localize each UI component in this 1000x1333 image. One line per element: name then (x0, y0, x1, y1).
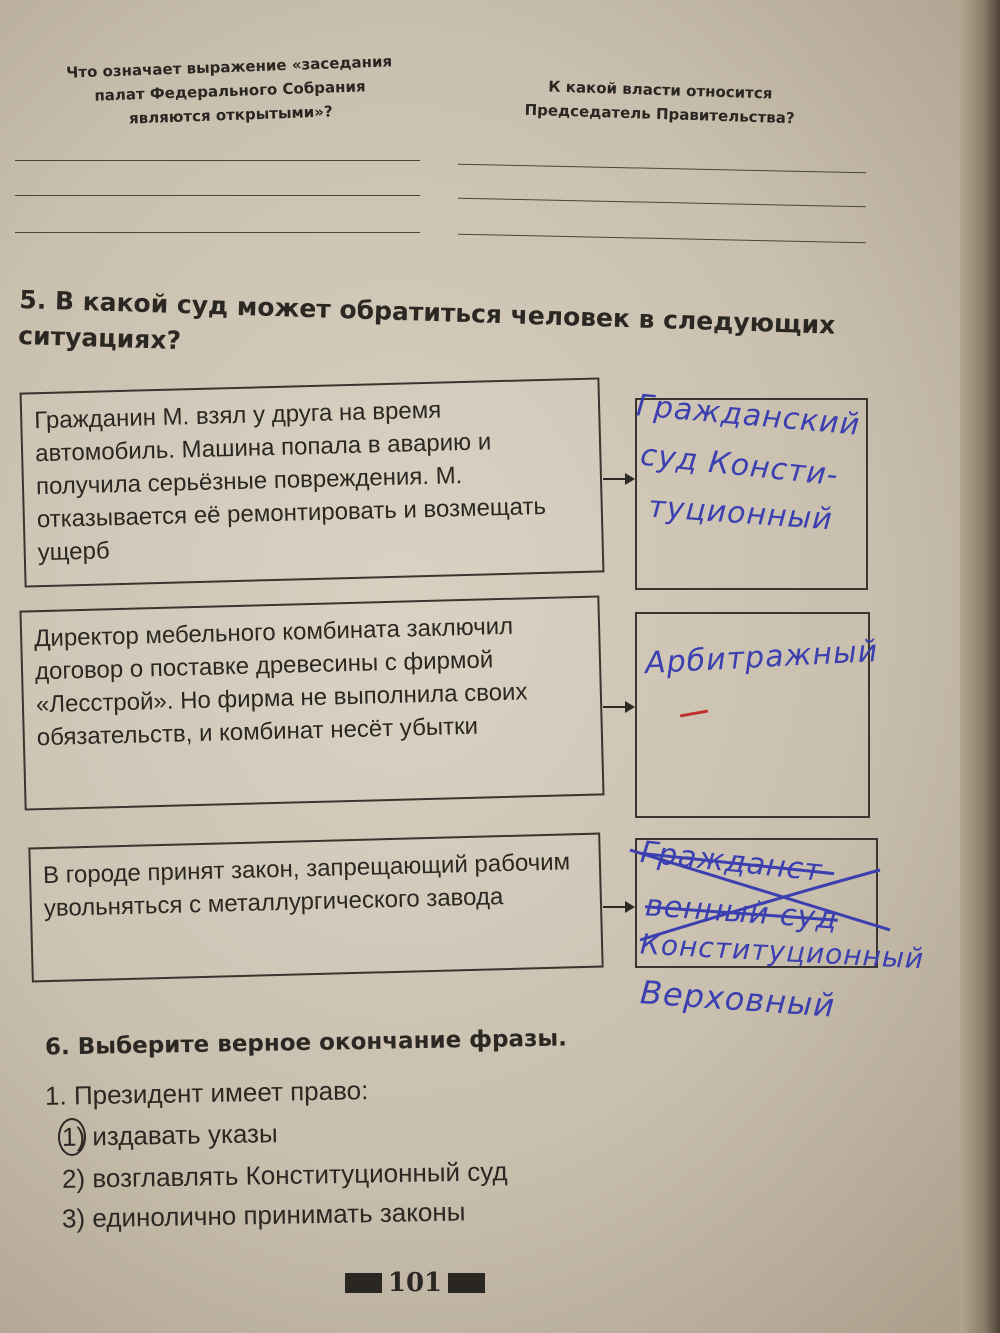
page-number-bar-left (345, 1273, 382, 1293)
page-number (345, 1268, 485, 1298)
task6-question: 1. Президент имеет право: (44, 1075, 369, 1111)
handwritten-answer-4: Верховный (638, 973, 837, 1025)
answer-line (458, 198, 866, 208)
arrow-2 (603, 706, 633, 708)
handwritten-struck-1: Гражданст- (638, 834, 836, 891)
situation-text-3: В городе принят закон, запрещающий рабочим увольняться с металлургического завода (42, 848, 571, 923)
handwritten-answer-1c: туционный (647, 489, 834, 538)
situation-text-1: Гражданин М. взял у друга на время автомобиль. Машина попала в аварию и получила серьёзные повреждения. М. отказывается её ремонтировать и возмещать ущерб (33, 396, 547, 567)
task5-title: 5. В какой суд может обратиться человек в следующих ситуациях? (17, 284, 836, 356)
page-number-bar-right (448, 1273, 485, 1293)
answer-line (15, 232, 420, 233)
page-number-text: 101 (387, 1268, 443, 1298)
situation-text-2: Директор мебельного комбината заключил договор о поставке древесины с фирмой «Лесстрой». Но фирма не выполнила своих обязательств, и комбинат несёт убытки (33, 612, 528, 752)
handwritten-answer-1a: Гражданский (634, 388, 862, 443)
page-edge (960, 0, 1000, 1333)
answer-line (15, 195, 420, 196)
situation-box-2 (19, 595, 604, 810)
answer-line (15, 160, 420, 161)
task6-title: 6. Выберите верное окончание фразы. (44, 1025, 568, 1061)
task6-option-1: 1) издавать указы (61, 1118, 278, 1152)
handwritten-struck-2: венный суд (644, 888, 840, 937)
question-left: Что означает выражение «заседания палат Федерального Собрания являются открытыми»? (65, 52, 393, 128)
handwritten-answer-1b: суд Консти- (638, 437, 841, 494)
answer-line (458, 234, 866, 244)
task6-option-2: 2) возглавлять Конституционный суд (61, 1156, 508, 1194)
handwritten-answer-3: Конституционный (639, 927, 926, 976)
situation-box-1 (20, 377, 605, 587)
handwritten-answer-2: Арбитражный (644, 633, 880, 682)
answer-line (458, 164, 866, 174)
arrow-1 (603, 478, 633, 480)
question-right: К какой власти относится Председатель Правительства? (524, 77, 795, 128)
task6-option-3: 3) единолично принимать законы (61, 1196, 466, 1234)
situation-box-3 (28, 833, 603, 983)
